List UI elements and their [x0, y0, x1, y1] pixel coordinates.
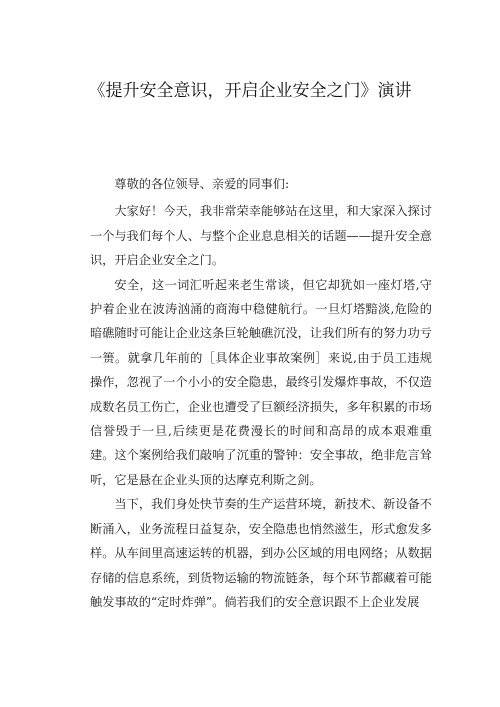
page-title: 《提升安全意识，开启企业安全之门》演讲 [88, 81, 412, 101]
paragraph-current-environment: 当下，我们身处快节奏的生产运营环境，新技术、新设备不断涌入，业务流程日益复杂，安全隐患也悄然滋生，形式愈发多样。从车间里高速运转的机器，到办公区域的用电网络；从数据存储的信息系统，到货物运输的物流链条，每个环节都藏着可能触发事故的“定时炸弹”。倘若我们的安全意识跟不上企业发展 [90, 497, 432, 609]
paragraph-salutation: 尊敬的各位领导、亲爱的同事们: [114, 177, 290, 191]
document-body [90, 172, 432, 614]
paragraph-greeting: 大家好！今天，我非常荣幸能够站在这里，和大家深入探讨一个与我们每个人、与整个企业息息相关的话题——提升安全意识，开启企业安全之门。 [90, 204, 432, 268]
paragraph-safety-case: 安全，这一词汇听起来老生常谈，但它却犹如一座灯塔,守护着企业在波涛汹涌的商海中稳健航行。一旦灯塔黯淡,危险的暗礁随时可能让企业这条巨轮触礁沉没，让我们所有的努力功亏一篑。就拿几年前的［具体企业事故案例］来说,由于员工违规操作，忽视了一个小小的安全隐患，最终引发爆炸事故，不仅造成数名员工伤亡，企业也遭受了巨额经济损失，多年积累的市场信誉毁于一旦,后续更是花费漫长的时间和高昂的成本艰难重建。这个案例给我们敲响了沉重的警钟：安全事故，绝非危言耸听，它是悬在企业头顶的达摩克利斯之剑。 [90, 277, 432, 487]
